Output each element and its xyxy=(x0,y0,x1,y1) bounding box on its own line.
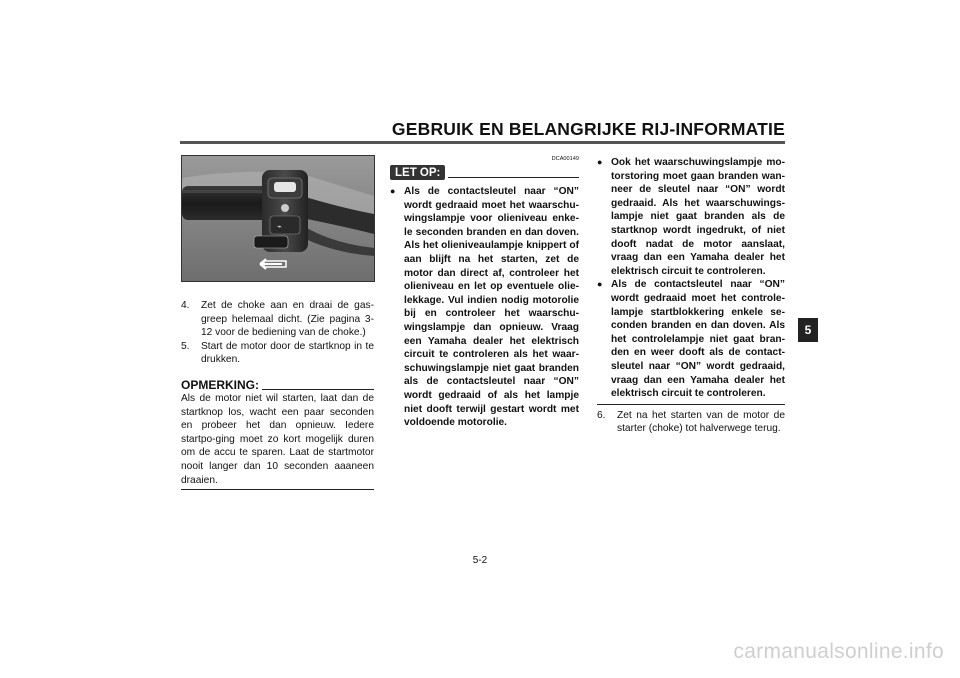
bullet-text: Als de contactsleutel naar “ON” wordt gedraaid moet het controle-lampje startblokkering enkele se-conden branden en dan doven. Als het controlelampje niet gaat bran-den en weer dooft als de contact-sleutel naar “ON” wordt gedraaid, vraag dan een Yamaha dealer het elektrisch circuit te controleren. xyxy=(611,279,785,400)
note-heading-rule xyxy=(262,379,374,390)
bullet-icon: ● xyxy=(597,279,603,290)
svg-text:⌁: ⌁ xyxy=(277,222,282,231)
note-text: Als de motor niet wil starten, laat dan de startknop los, wacht een paar seconden en probeer het dan opnieuw. Iedere startpo-ging moet zo kort mogelijk duren om de accu te sparen. Laat de startmotor nooit langer dan 10 seconden aaaneen draaien. xyxy=(181,392,374,490)
step-number: 4. xyxy=(181,300,190,311)
bullet-icon: ● xyxy=(597,157,603,167)
page-number: 5-2 xyxy=(472,555,488,566)
list-item xyxy=(597,278,785,400)
caution-list xyxy=(390,185,579,430)
document-code: DCA00149 xyxy=(551,156,579,162)
page-title: GEBRUIK EN BELANGRIJKE RIJ-INFORMATIE xyxy=(391,119,785,139)
list-item xyxy=(597,156,785,278)
step-number: 5. xyxy=(181,340,190,352)
caution-heading-rule xyxy=(448,168,579,178)
list-item xyxy=(181,299,374,340)
right-bullet-list xyxy=(597,156,785,405)
middle-column xyxy=(390,156,579,430)
note-heading xyxy=(181,378,374,392)
handlebar-switch-illustration xyxy=(182,156,374,281)
right-steps-list xyxy=(597,409,785,436)
handlebar-switch-photo xyxy=(181,155,375,282)
list-item xyxy=(390,185,579,430)
note-heading-label: OPMERKING: xyxy=(181,377,259,392)
step-text: Zet na het starten van de motor de starter (choke) tot halverwege terug. xyxy=(617,409,785,435)
caution-heading xyxy=(390,165,579,180)
steps-list xyxy=(181,299,374,367)
list-item xyxy=(181,340,374,367)
bullet-text: Ook het waarschuwingslampje mo-torstoring moet gaan branden wan-neer de sleutel naar “ON” wordt gedraaid. Als het waarschuwings-lampje niet gaat branden als de startknop wordt ingedrukt, of niet dooft nadat de motor aanslaat, vraag dan een Yamaha dealer het elektrisch circuit te controleren. xyxy=(611,157,785,277)
step-text: Start de motor door de startknop in te drukken. xyxy=(201,340,374,366)
right-column xyxy=(597,156,785,436)
step-text: Zet de choke aan en draai de gas-greep helemaal dicht. (Zie pagina 3-12 voor de bediening van de choke.) xyxy=(201,300,374,339)
step-number: 6. xyxy=(597,409,606,421)
left-column xyxy=(181,299,374,490)
caution-text: Als de contactsleutel naar “ON” wordt gedraaid moet het waarschu-wingslampje voor olieniveau enke-le seconden branden en dan doven. Als het olieniveaulampje knippert of aan blijft na het starten, zet de motor dan direct af, controleer het olieniveau en let op eventuele olie-lekkage. Vul indien nodig motorolie bij en controleer het waarschu-wingslampje dan opnieuw. Vraag een Yamaha dealer het elektrisch circuit te controleren als het waar-schuwingslampje niet gaat branden als de contactsleutel naar “ON” wordt gedraaid of als het lampje niet dooft terwijl gestart wordt met voldoende motorolie. xyxy=(404,186,579,429)
list-item xyxy=(597,409,785,436)
section-tab: 5 xyxy=(798,318,818,342)
caution-badge: LET OP: xyxy=(390,165,445,180)
header-rule xyxy=(180,141,785,144)
bullet-icon: ● xyxy=(390,186,396,196)
watermark: carmanualsonline.info xyxy=(733,640,944,663)
